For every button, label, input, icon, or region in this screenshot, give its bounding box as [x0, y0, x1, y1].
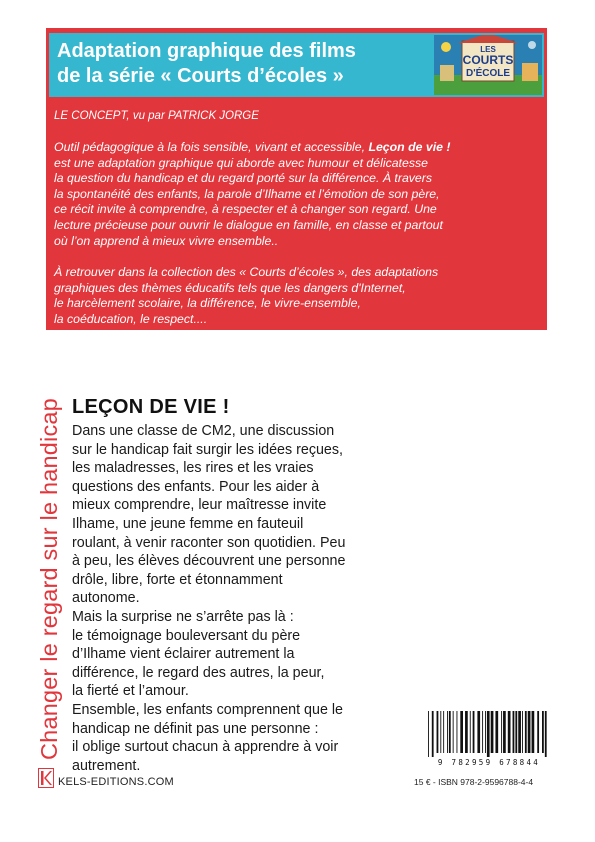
barcode-bar	[477, 711, 480, 753]
intro-line: est une adaptation graphique qui aborde avec humour et délicatesse	[54, 155, 428, 170]
summary-line: Mais la surprise ne s’arrête pas là :	[72, 608, 294, 625]
summary-line: différence, le regard des autres, la peur,	[72, 664, 325, 681]
logo-text-les: LES	[480, 45, 496, 54]
intro-line: ce récit invite à comprendre, à respecter et à changer son regard. Une	[54, 202, 437, 217]
barcode-bar	[501, 711, 502, 753]
intro-line-1-text: Outil pédagogique à la fois sensible, vivant et accessible,	[54, 140, 369, 154]
barcode-bar	[495, 711, 498, 753]
summary-line: mieux comprendre, leur maîtresse invite	[72, 497, 327, 514]
barcode-bar	[522, 711, 523, 753]
summary-line: à peu, les élèves découvrent une personne	[72, 553, 346, 570]
summary-line: handicap ne définit pas une personne :	[72, 720, 319, 737]
barcode-bar	[503, 711, 506, 753]
barcode-bar	[470, 711, 471, 753]
collection-line: graphiques des thèmes éducatifs tels que les dangers d'Internet,	[54, 280, 406, 295]
barcode-bar	[453, 711, 454, 753]
collection-line: À retrouver dans la collection des « Courts d’écoles », des adaptations	[54, 265, 439, 279]
barcode-bar	[532, 711, 535, 753]
barcode-bar	[528, 711, 531, 753]
publisher-url: KELS-EDITIONS.COM	[58, 776, 174, 788]
summary-line: Dans une classe de CM2, une discussion	[72, 423, 335, 439]
barcode-bar	[465, 711, 468, 753]
banner-title	[57, 39, 437, 89]
logo-text-courts: COURTS	[462, 53, 514, 67]
courts-d-ecoles-logo	[434, 35, 542, 95]
book-summary	[72, 422, 402, 775]
barcode-bar	[432, 711, 434, 757]
summary-line: il oblige surtout chacun à apprendre à voir	[72, 739, 339, 756]
collection-line: la coéducation, le respect....	[54, 311, 208, 326]
barcode-bar	[449, 711, 451, 753]
summary-line: le témoignage bouleversant du père	[72, 627, 301, 644]
summary-line: autrement.	[72, 757, 141, 774]
barcode-bar	[473, 711, 475, 753]
collection-paragraph	[54, 265, 534, 327]
summary-line: autonome.	[72, 590, 140, 607]
banner-title-line-2: de la série « Courts d’écoles »	[57, 65, 344, 87]
summary-line: Ilhame, une jeune femme en fauteuil	[72, 515, 304, 532]
price-isbn: 15 € - ISBN 978-2-9596788-4-4	[414, 777, 534, 787]
intro-paragraph	[54, 140, 534, 249]
barcode-bar	[508, 711, 511, 753]
barcode-bar	[525, 711, 527, 753]
intro-title-emphasis: Leçon de vie !	[368, 140, 451, 154]
barcode-bar	[437, 711, 439, 753]
summary-line: les maladresses, les rires et les vraies	[72, 460, 314, 477]
intro-line: la spontanéité des enfants, la parole d’Ilhame et l’émotion de son père,	[54, 186, 440, 201]
barcode-bar	[440, 711, 441, 753]
kels-logo-icon	[38, 768, 54, 793]
barcode-bar	[428, 711, 429, 757]
barcode-bar	[485, 711, 486, 753]
summary-line: roulant, à venir raconter son quotidien. Peu	[72, 534, 346, 551]
intro-line: où l’on apprend à mieux vivre ensemble..	[54, 233, 279, 248]
summary-line: sur le handicap fait surgir les idées reçues,	[72, 441, 343, 458]
intro-line: lecture précieuse pour ouvrir le dialogue en famille, en classe et partout	[54, 217, 443, 232]
intro-line: la question du handicap et du regard porté sur la différence. À travers	[54, 171, 433, 186]
barcode-bar	[515, 711, 517, 753]
barcode-bar	[482, 711, 483, 753]
barcode-bar	[545, 711, 547, 757]
summary-line: drôle, libre, forte et étonnamment	[72, 571, 283, 588]
vertical-tagline: Changer le regard sur le handicap	[36, 398, 62, 760]
logo-text-ecole: D'ÉCOLE	[465, 68, 511, 79]
barcode-bar	[491, 711, 494, 753]
barcode-bar	[447, 711, 448, 753]
barcode-bar	[518, 711, 521, 753]
barcode-bar	[460, 711, 463, 753]
barcode-digits: 9 782959 678844	[437, 758, 541, 767]
barcode-bar	[443, 711, 444, 753]
barcode-bar	[457, 711, 458, 753]
summary-line: questions des enfants. Pour les aider à	[72, 478, 320, 495]
summary-line: la fierté et l’amour.	[72, 683, 189, 700]
barcode-bar	[537, 711, 539, 753]
summary-line: d’Ilhame vient éclairer autrement la	[72, 646, 295, 663]
barcode-bar	[513, 711, 515, 753]
concept-label: LE CONCEPT, vu par PATRICK JORGE	[54, 110, 259, 122]
barcode-bar	[487, 711, 490, 757]
banner-title-line-1: Adaptation graphique des films	[57, 40, 356, 62]
title-banner	[49, 33, 544, 97]
barcode-bar	[542, 711, 544, 753]
book-title: LEÇON DE VIE !	[72, 396, 230, 418]
summary-line: Ensemble, les enfants comprennent que le	[72, 701, 344, 718]
collection-line: le harcèlement scolaire, la différence, le vivre-ensemble,	[54, 296, 361, 311]
